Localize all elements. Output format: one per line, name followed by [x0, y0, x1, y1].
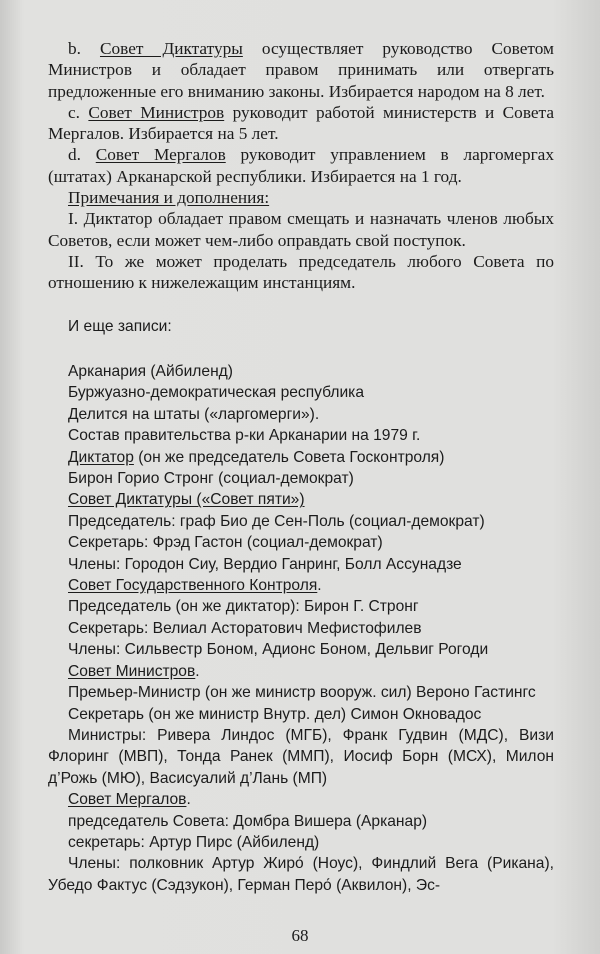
notes-heading-text: Примечания и дополнения: [68, 188, 270, 208]
record-prime-minister: Премьер-Министр (он же министр вооруж. сил) Вероно Гастингс [68, 684, 536, 702]
record-mg-chairman: председатель Совета: Домбра Вишера (Арканар) [68, 812, 428, 830]
records-intro: И еще записи: [68, 318, 172, 335]
record-dc-chairman: Председатель: граф Био де Сен-Поль (социал-демократ) [68, 512, 485, 530]
note-2: II. То же может проделать председатель любого Совета по отношению к нижележащим инстанциям. [48, 251, 554, 293]
record-composition: Состав правительства р-ки Арканарии на 1979 г. [68, 427, 421, 445]
record-sc-chairman: Председатель (он же диктатор): Бирон Г. Стронг [68, 598, 419, 616]
record-sc-members: Члены: Сильвестр Боном, Адионс Боном, Дельвиг Рогоди [68, 641, 489, 659]
record-mg-members: Члены: полковник Артур Жиро́ (Ноус), Финдлий Вега (Рикана), Убедо Фактус (Сэдзукон), Герман Перо́ (Аквилон), Эс- [48, 855, 554, 894]
record-division: Делится на штаты («ларгомерги»). [68, 405, 320, 423]
record-mc-secretary: Секретарь (он же министр Внутр. дел) Симон Окновадос [68, 705, 482, 723]
paragraph-d-term: Совет Мергалов [95, 145, 226, 165]
paragraph-c-term: Совет Министров [88, 102, 225, 122]
record-mg-secretary: секретарь: Артур Пирс (Айбиленд) [68, 833, 320, 851]
record-dictatorship-council [48, 489, 554, 510]
note-1: I. Диктатор обладает правом смещать и назначать членов любых Советов, если может чем-либо оправдать свой поступок. [48, 209, 554, 250]
paragraph-b-label: b. [68, 39, 81, 58]
page-number: 68 [291, 926, 309, 945]
paragraph-d-label: d. [68, 145, 81, 165]
record-dictator-term: Диктатор [68, 448, 134, 466]
record-ministers-term: Совет Министров [68, 662, 196, 680]
paragraph-c-label: с. [68, 102, 80, 122]
record-state-control-dot: . [317, 577, 322, 595]
record-mergals-dot: . [186, 791, 191, 809]
record-dictator [48, 447, 554, 468]
record-dc-secretary: Секретарь: Фрэд Гастон (социал-демократ) [68, 534, 383, 552]
paragraph-b [48, 38, 554, 102]
record-dictator-name: Бирон Горио Стронг (социал-демократ) [68, 470, 354, 488]
paragraph-b-text: осуществляет руководство Советом Министров и обладает правом принимать или отвергать предложенные его вниманию законы. Избирается народом на 8 лет. [48, 39, 554, 101]
record-ministers-list: Министры: Ривера Линдос (МГБ), Франк Гудвин (МДС), Визи Флоринг (МВП), Тонда Ранек (ММП), Иосиф Борн (МСХ), Милон д’Рожь (МЮ), Васисуалий д’Лань (МП) [48, 726, 554, 787]
record-mergals-term: Совет Мергалов [68, 791, 187, 809]
record-dictatorship-council-term: Совет Диктатуры («Совет пяти») [68, 491, 305, 509]
paragraph-b-term: Совет Диктатуры [99, 39, 243, 58]
government-records [48, 361, 554, 896]
record-regime: Буржуазно-демократическая республика [68, 384, 365, 402]
record-country: Арканария (Айбиленд) [68, 363, 233, 380]
paragraph-c [48, 102, 554, 145]
record-state-control-council [48, 575, 554, 596]
notes-heading [48, 187, 554, 208]
record-ministers-council [48, 661, 554, 682]
paragraph-d-text: руководит управлением в ларгомергах (штатах) Арканарской республики. Избирается на 1 год. [48, 145, 554, 186]
paragraph-d [48, 144, 554, 187]
paragraph-c-text: руководит работой министерств и Совета Мергалов. Избирается на 5 лет. [48, 102, 554, 144]
record-dc-members: Члены: Городон Сиу, Вердио Ганринг, Болл Ассунадзе [68, 555, 462, 573]
record-dictator-note: (он же председатель Совета Госконтроля) [133, 448, 445, 466]
record-mergals-council [48, 789, 554, 810]
record-ministers-dot: . [195, 662, 200, 680]
record-state-control-term: Совет Государственного Контроля [68, 577, 318, 595]
record-sc-secretary: Секретарь: Велиал Асторатович Мефистофилев [68, 619, 422, 637]
constitution-text [48, 38, 554, 294]
